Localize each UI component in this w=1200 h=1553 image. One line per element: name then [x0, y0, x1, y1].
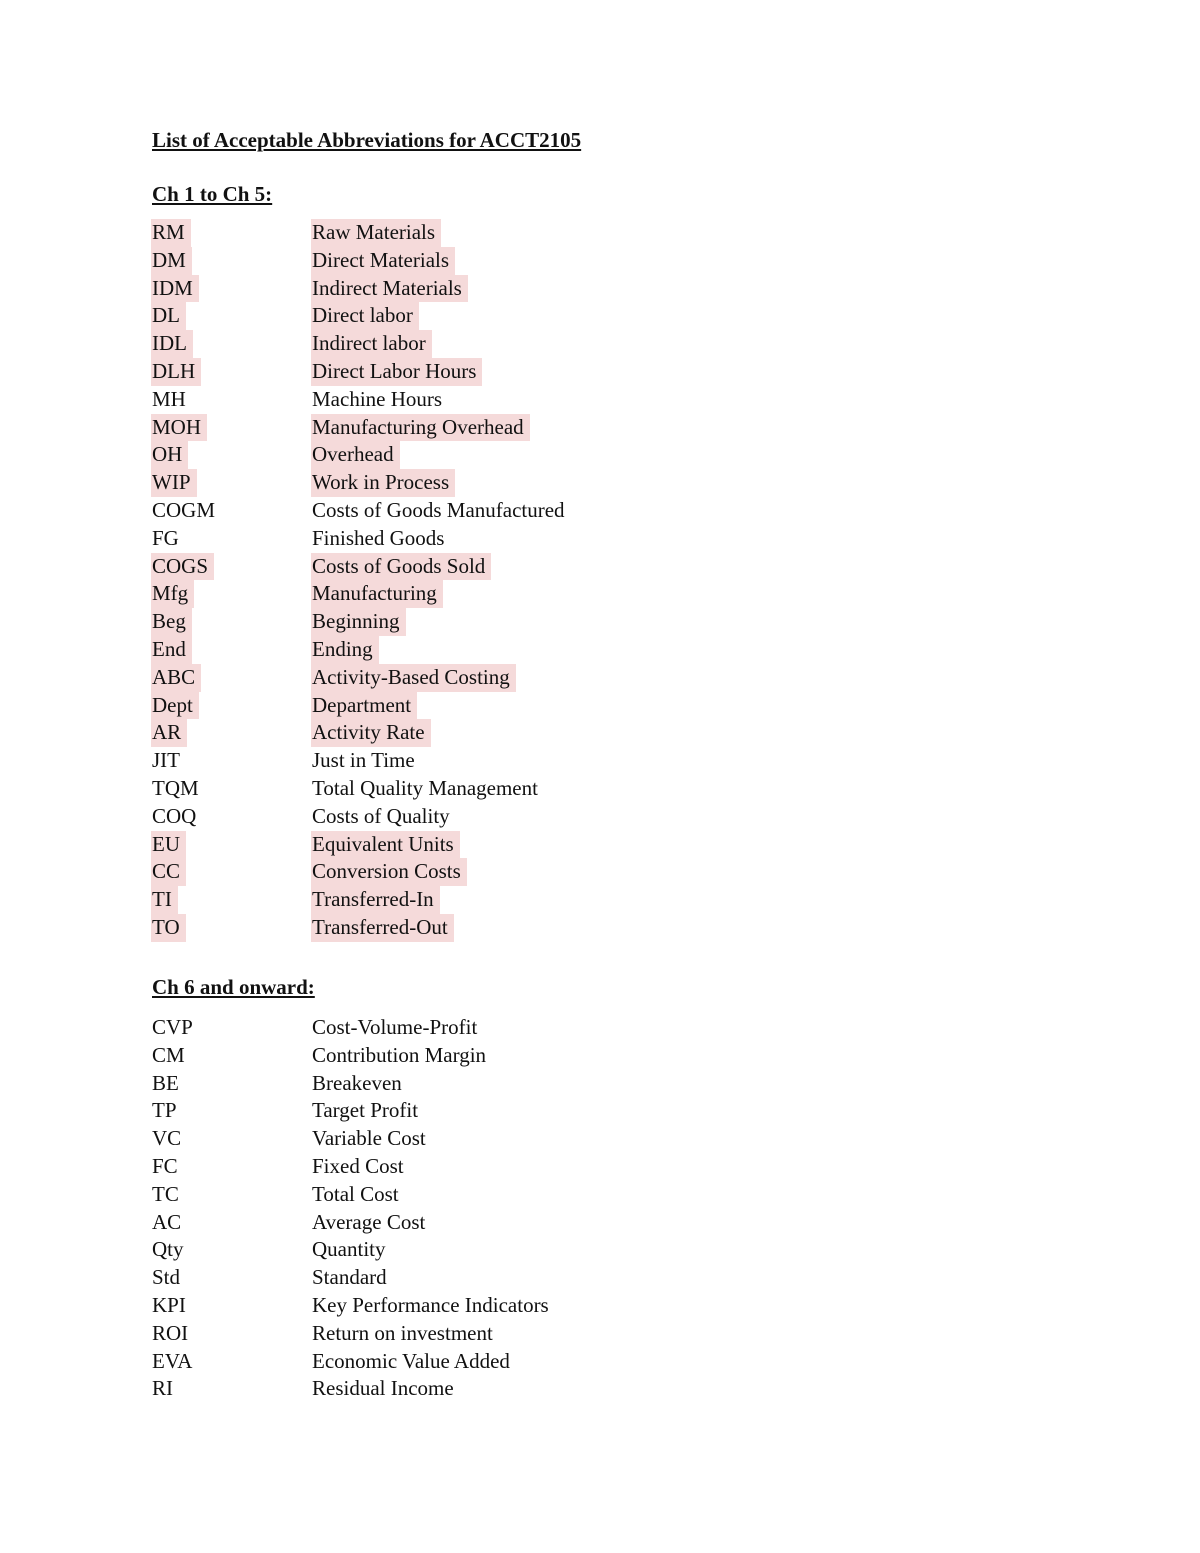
definition: Average Cost: [312, 1209, 426, 1234]
list-item: [152, 1236, 852, 1264]
abbreviation: DLH: [151, 358, 201, 386]
list-item: [152, 1014, 852, 1042]
list-item: [152, 1292, 852, 1320]
list-item: [152, 1153, 852, 1181]
list-item: [152, 1097, 852, 1125]
list-item: [152, 497, 852, 525]
definition: Fixed Cost: [312, 1153, 404, 1178]
definition: Variable Cost: [312, 1126, 426, 1151]
definition: Transferred-Out: [311, 914, 454, 942]
section-heading-ch6-onward: Ch 6 and onward:: [152, 975, 315, 999]
abbreviation: CVP: [152, 1015, 193, 1039]
abbreviation: WIP: [151, 469, 197, 497]
abbreviation: TO: [151, 914, 186, 942]
definition: Manufacturing: [311, 580, 443, 608]
definition: Direct labor: [311, 302, 419, 330]
abbreviation: EU: [151, 831, 186, 859]
abbreviation: CM: [152, 1042, 185, 1067]
abbreviation: ROI: [152, 1320, 189, 1345]
definition: Total Cost: [312, 1181, 399, 1206]
abbreviation: TC: [152, 1181, 179, 1206]
abbreviation: EVA: [152, 1348, 193, 1373]
definition: Costs of Goods Sold: [311, 553, 491, 581]
list-item: [152, 386, 852, 414]
list-item: [152, 553, 852, 581]
abbreviation: CC: [151, 858, 186, 886]
list-item: [152, 469, 852, 497]
definition: Transferred-In: [311, 886, 440, 914]
list-item: [152, 1209, 852, 1237]
list-item: [152, 719, 852, 747]
abbreviation: KPI: [152, 1292, 186, 1317]
abbreviation: ABC: [151, 664, 201, 692]
definition: Beginning: [311, 608, 406, 636]
list-item: [152, 608, 852, 636]
abbreviation-list-ch1-5: [152, 219, 852, 942]
definition: Key Performance Indicators: [312, 1292, 549, 1317]
definition: Equivalent Units: [311, 831, 460, 859]
list-item: [152, 1070, 852, 1098]
definition: Residual Income: [312, 1376, 454, 1401]
definition: Indirect labor: [311, 330, 432, 358]
abbreviation-list-ch6-onward: [152, 1014, 852, 1403]
abbreviation: FC: [152, 1153, 178, 1178]
abbreviation: COGS: [151, 553, 214, 581]
definition: Direct Materials: [311, 247, 455, 275]
definition: Overhead: [311, 441, 400, 469]
list-item: [152, 636, 852, 664]
definition: Direct Labor Hours: [311, 358, 482, 386]
definition: Indirect Materials: [311, 275, 468, 303]
definition: Total Quality Management: [312, 775, 538, 800]
list-item: [152, 775, 852, 803]
abbreviation: VC: [152, 1126, 182, 1151]
definition: Return on investment: [312, 1320, 493, 1345]
definition: Work in Process: [311, 469, 455, 497]
definition: Raw Materials: [311, 219, 441, 247]
definition: Contribution Margin: [312, 1042, 487, 1067]
abbreviation: BE: [152, 1070, 179, 1095]
list-item: [152, 330, 852, 358]
definition: Target Profit: [312, 1098, 419, 1123]
definition: Breakeven: [312, 1070, 402, 1095]
abbreviation: COQ: [152, 803, 197, 828]
abbreviation: Dept: [151, 692, 199, 720]
list-item: [152, 1264, 852, 1292]
definition: Manufacturing Overhead: [311, 414, 530, 442]
list-item: [152, 1320, 852, 1348]
list-item: [152, 803, 852, 831]
abbreviation: DL: [151, 302, 186, 330]
definition: Ending: [311, 636, 379, 664]
abbreviation: FG: [152, 525, 179, 550]
definition: Economic Value Added: [312, 1348, 510, 1373]
list-item: [152, 302, 852, 330]
definition: Finished Goods: [312, 525, 445, 550]
list-item: [152, 1348, 852, 1376]
abbreviation: AC: [152, 1209, 182, 1234]
list-item: [152, 664, 852, 692]
abbreviation: OH: [151, 441, 188, 469]
abbreviation: Std: [152, 1265, 181, 1290]
abbreviation: MH: [152, 386, 186, 411]
abbreviation: AR: [151, 719, 187, 747]
abbreviation: TP: [152, 1098, 177, 1123]
definition: Machine Hours: [312, 386, 443, 411]
document-title: List of Acceptable Abbreviations for ACCT2105: [152, 128, 582, 152]
definition: Conversion Costs: [311, 858, 467, 886]
abbreviation: IDM: [151, 275, 199, 303]
list-item: [152, 275, 852, 303]
abbreviation: Qty: [152, 1237, 184, 1262]
list-item: [152, 886, 852, 914]
abbreviation: TQM: [152, 775, 199, 800]
definition: Department: [311, 692, 417, 720]
list-item: [152, 1375, 852, 1403]
list-item: [152, 580, 852, 608]
abbreviation: RI: [152, 1376, 173, 1401]
abbreviation: End: [151, 636, 192, 664]
abbreviation: Mfg: [151, 580, 194, 608]
list-item: [152, 831, 852, 859]
abbreviation: TI: [151, 886, 178, 914]
abbreviation: JIT: [152, 748, 180, 773]
definition: Cost-Volume-Profit: [312, 1015, 478, 1039]
list-item: [152, 1181, 852, 1209]
abbreviation: RM: [151, 219, 191, 247]
abbreviation: DM: [151, 247, 192, 275]
definition: Activity Rate: [311, 719, 431, 747]
definition: Costs of Quality: [312, 803, 450, 828]
abbreviation: MOH: [151, 414, 207, 442]
list-item: [152, 219, 852, 247]
abbreviation: COGM: [152, 497, 216, 522]
definition: Just in Time: [312, 748, 415, 773]
list-item: [152, 1125, 852, 1153]
section-heading-ch1-5: Ch 1 to Ch 5:: [152, 182, 273, 206]
definition: Quantity: [312, 1237, 386, 1262]
abbreviation: IDL: [151, 330, 193, 358]
definition: Activity-Based Costing: [311, 664, 516, 692]
definition: Costs of Goods Manufactured: [312, 497, 565, 522]
list-item: [152, 692, 852, 720]
list-item: [152, 747, 852, 775]
list-item: [152, 858, 852, 886]
list-item: [152, 358, 852, 386]
list-item: [152, 441, 852, 469]
list-item: [152, 525, 852, 553]
definition: Standard: [312, 1265, 387, 1290]
abbreviation: Beg: [151, 608, 192, 636]
list-item: [152, 247, 852, 275]
list-item: [152, 414, 852, 442]
list-item: [152, 914, 852, 942]
list-item: [152, 1042, 852, 1070]
